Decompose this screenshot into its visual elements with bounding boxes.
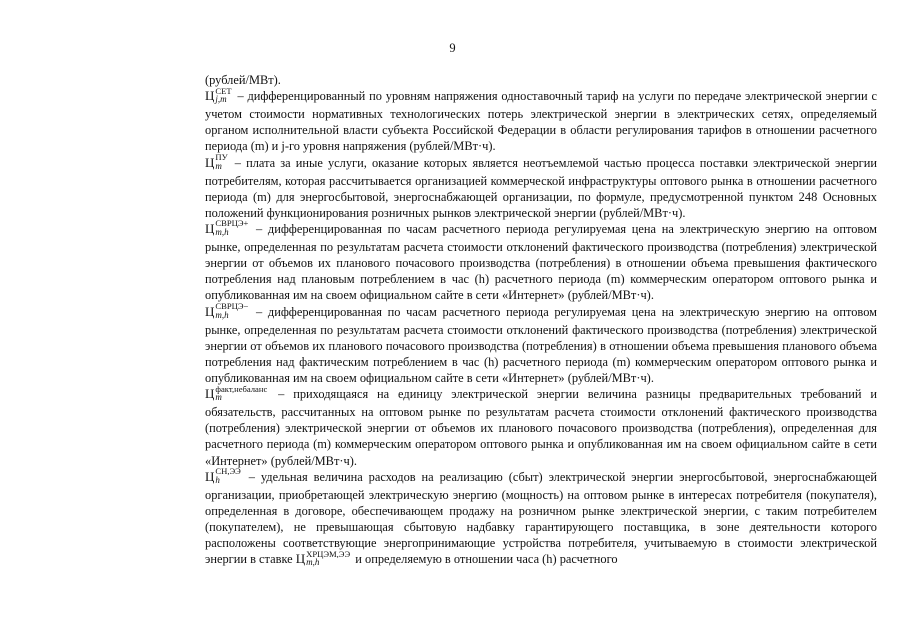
definition-text: – дифференцированная по часам расчетного периода регулируемая цена на электрическую энергию на оптовом рынке, определенная по результатам расчета стоимости отклонений фактического производства (потребления) электрической энергии от объемов их планового почасового производства (потребления) в отношении объема превышения планового объема потребления над фактическим потреблением в час (h) расчетного периода (m) коммерческим оператором оптового рынка и опубликованная им на своем официальном сайте в сети «Интернет» (рублей/МВт·ч). xyxy=(205,304,877,385)
definition-paragraph xyxy=(205,383,877,469)
tariff-symbol: Ц факт,небаланс m xyxy=(205,383,268,403)
definition-paragraph xyxy=(205,300,877,387)
tariff-symbol: Ц ПУ m xyxy=(205,151,228,171)
definition-paragraph xyxy=(205,85,877,154)
tariff-symbol: Ц СВРЦЭ+ m,h xyxy=(205,218,249,237)
definition-text-tail: и определяемую в отношении часа (h) расчетного xyxy=(352,552,618,567)
tariff-symbol: Ц СВРЦЭ− m,h xyxy=(205,300,249,320)
definition-text: – удельная величина расходов на реализацию (сбыт) электрической энергии энергосбытовой, энергоснабжающей организации, приобретающей электрическую энергию (мощность) на оптовом рынке в интересах потребителя (покупателя), определенная в договоре, обеспечивающем продажу на розничном рынке электрической энергии, с таким потребителем (покупателем), не превышающая сбытовую надбавку гарантирующего поставщика, в зоне деятельности которого расположены соответствующие энергопринимающие устройства потребителя, учитываемую в стоимости электрической энергии в ставке xyxy=(205,469,877,567)
tariff-symbol: Ц СН,ЭЭ h xyxy=(205,466,241,485)
definition-paragraph xyxy=(205,466,877,570)
intro-unit: (рублей/МВт). xyxy=(205,73,281,87)
definition-text: – приходящаяся на единицу электрической энергии величина разницы предварительных требований и обязательств, рассчитанных на оптовом рынке по результатам расчета стоимости отклонений фактического производства (потребления) электрической энергии от объемов их планового почасового производства (потребления), определенная для расчетного периода (m) коммерческим оператором оптового рынка и опубликованная им на своем официальном сайте в сети «Интернет» (рублей/МВт·ч). xyxy=(205,387,877,468)
definition-paragraph xyxy=(205,151,877,221)
document-body xyxy=(205,72,877,569)
definition-text: – дифференцированный по уровням напряжения одноставочный тариф на услуги по передаче электрической энергии с учетом стоимости нормативных технологических потерь электрической энергии в электрических сетях, определяемый органом исполнительной власти субъекта Российской Федерации в области регулирования тарифов в отношении расчетного периода (m) и j-го уровня напряжения (рублей/МВт·ч). xyxy=(205,89,877,154)
page-number: 9 xyxy=(449,41,456,55)
definition-text: – дифференцированная по часам расчетного периода регулируемая цена на электрическую энергию на оптовом рынке, определенная по результатам расчета стоимости отклонений фактического производства (потребления) электрической энергии от объемов их планового почасового производства (потребления) в отношении объема превышения фактического потребления над плановым потреблением в час (h) расчетного периода (m) коммерческим оператором оптового рынка и опубликованная им на своем официальном сайте в сети «Интернет» (рублей/МВт·ч). xyxy=(205,222,877,303)
definition-paragraph xyxy=(205,218,877,304)
definition-text: – плата за иные услуги, оказание которых является неотъемлемой частью процесса поставки электрической энергии потребителям, которая рассчитывается организацией коммерческой инфраструктуры оптового рынка в отношении расчетного периода (m) для энергосбытовой, энергоснабжающей организации, по формуле, предусмотренной пунктом 248 Основных положений функционирования розничных рынков электрической энергии (рублей/МВт·ч). xyxy=(205,155,877,220)
inline-tariff-symbol: Ц ХРЦЭМ,ЭЭ m,h xyxy=(295,548,351,568)
tariff-symbol: Ц СЕТ j,m xyxy=(205,85,232,105)
